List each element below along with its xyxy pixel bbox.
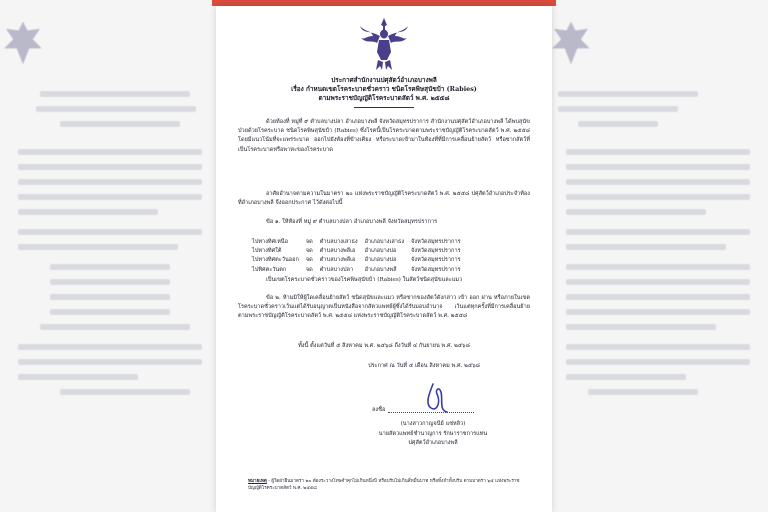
zone-subdistrict: ตำบลบางพลีเอ xyxy=(319,248,356,255)
zone-subdistrict: ตำบลบางปลา xyxy=(319,266,354,273)
zone-district: อำเภอบางพลี xyxy=(364,266,397,273)
zone-row xyxy=(252,247,468,256)
zone-province: จังหวัดสมุทรปราการ xyxy=(411,266,461,273)
zone-row xyxy=(252,256,468,265)
announcement-date: ประกาศ ณ วันที่ ๕ เดือน สิงหาคม พ.ศ. ๒๕๖๘ xyxy=(368,363,480,369)
signatory-name: (นางสาวกาญจนีย์ แซ่หลิว) xyxy=(400,421,466,427)
title-line-2: เรื่อง กำหนดเขตโรคระบาดชั่วคราว ชนิดโรคพิษสุนัขบ้า (Rabies) xyxy=(291,85,477,93)
title-line-1: ประกาศสำนักงานปศุสัตว์อำเภอบางพลี xyxy=(331,76,437,84)
zone-subdistrict: ตำบลบางเสาธง xyxy=(319,239,358,245)
garuda-emblem-icon xyxy=(548,18,594,68)
footnote-label: หมายเหตุ xyxy=(248,479,267,484)
zone-table xyxy=(252,238,468,275)
zone-dir: ไปทิศตะวันตก xyxy=(252,266,287,273)
background-blurred-copy-right xyxy=(548,0,768,512)
signature-scribble xyxy=(421,380,455,416)
signatory-position-1: นายสัตวแพทย์ชำนาญการ รักษาราชการแทน xyxy=(378,430,488,437)
zone-to: จด xyxy=(305,239,313,245)
paragraph-authority: อาศัยอำนาจตามความในมาตรา ๒๐ แห่งพระราชบัญญัติโรคระบาดสัตว์ พ.ศ. ๒๕๕๘ ปศุสัตว์อำเภอประจำท้องที่อำเภอบางพลี จึงออกประกาศ ไว้ดังต่อไปนี้ xyxy=(238,191,530,207)
zone-to: จด xyxy=(305,257,313,264)
zone-province: จังหวัดสมุทรปราการ xyxy=(411,239,461,245)
zone-province: จังหวัดสมุทรปราการ xyxy=(411,257,461,264)
signature-line xyxy=(388,412,474,413)
signatory-block xyxy=(348,420,518,449)
paragraph-situation: ด้วยท้องที่ หมู่ที่ ๙ ตำบลบางปลา อำเภอบางพลี จังหวัดสมุทรปราการ สำนักงานปศุสัตว์อำเภอบางพลี ได้พบสุนัขป่วยด้วยโรคระบาด ชนิดโรคพิษสุนัขบ้า (Rabies) ซึ่งโรคนี้เป็นโรคระบาดตามพระราชบัญญัติโรคระบาดสัตว์ พ.ศ. ๒๕๕๘ โดยมีแนวโน้มที่จะแพร่ระบาด ออกไปยังท้องที่ข้างเคียง หรือระบาดเข้ามาในท้องที่ที่มีการเคลื่อนย้ายสัตว์ หรือซากสัตว์ที่เป็นโรคระบาดหรือพาหะของโรคระบาด xyxy=(238,119,530,153)
zone-dir: ไปทางทิศเหนือ xyxy=(252,239,288,245)
zones-summary: เป็นเขตโรคระบาดชั่วคราวของโรคพิษสุนัขบ้า (Rabies) ในสัตว์ชนิดสุนัขและแมว xyxy=(266,277,463,283)
garuda-emblem-icon xyxy=(359,16,409,72)
title-line-3: ตามพระราชบัญญัติโรคระบาดสัตว์ พ.ศ. ๒๕๕๘ xyxy=(318,94,450,102)
clause-1: ข้อ ๑. ให้ท้องที่ หมู่ ๙ ตำบลบางปลา อำเภอบางพลี จังหวัดสมุทรปราการ xyxy=(266,219,438,225)
footnote-text: ผู้ใดฝ่าฝืนมาตรา ๒๐ ต้องระวางโทษจำคุกไม่เกินหนึ่งปี หรือปรับไม่เกินสี่หมื่นบาท หรือทั้งจำทั้งปรับ ตามมาตรา ๖๕ แห่งพระราชบัญญัติโรคระบาดสัตว์ พ.ศ. ๒๕๕๘ xyxy=(248,479,520,491)
zone-district: อำเภอบางบ่อ xyxy=(364,257,397,264)
footnote: หมายเหตุ - ผู้ใดฝ่าฝืนมาตรา ๒๐ ต้องระวางโทษจำคุกไม่เกินหนึ่งปี หรือปรับไม่เกินสี่หมื่นบาท หรือทั้งจำทั้งปรับ ตามมาตรา ๖๕ แห่งพระราชบัญญัติโรคระบาดสัตว์ พ.ศ. ๒๕๕๘ xyxy=(248,479,520,491)
announcement-document xyxy=(216,6,552,512)
background-blurred-copy-left xyxy=(0,0,220,512)
zone-to: จด xyxy=(305,266,313,273)
zone-province: จังหวัดสมุทรปราการ xyxy=(411,248,461,255)
signature-prefix: ลงชื่อ xyxy=(372,407,386,413)
signatory-position-2: ปศุสัตว์อำเภอบางพลี xyxy=(408,440,458,446)
title-divider xyxy=(354,107,414,108)
zone-dir: ไปทางทิศใต้ xyxy=(252,248,282,255)
zone-row xyxy=(252,266,468,275)
clause-2: ข้อ ๒. ห้ามมิให้ผู้ใดเคลื่อนย้ายสัตว์ ชนิดสุนัขและแมว หรือซากของสัตว์ดังกล่าว เข้า ออก ผ่าน หรือภายในเขตโรคระบาดชั่วคราวเว้นแต่ได้รับอนุญาตเป็นหนังสือจากสัตวแพทย์ผู้ซึ่งได้รับมอบอำนาจ เว้นแต่ทุกครั้งที่มีการเคลื่อนย้ายตามพระราชบัญญัติโรคระบาดสัตว์ พ.ศ. ๒๕๕๘ แห่งพระราชบัญญัติโรคระบาดสัตว์ พ.ศ. ๒๕๕๘ xyxy=(238,295,530,320)
zone-row xyxy=(252,238,468,247)
zone-dir: ไปทางทิศตะวันออก xyxy=(252,257,299,264)
zone-subdistrict: ตำบลบางพลีเอ xyxy=(319,257,356,264)
effective-period: ทั้งนี้ ตั้งแต่วันที่ ๕ สิงหาคม พ.ศ. ๒๕๖๘ ถึงวันที่ ๔ กันยายน พ.ศ. ๒๕๖๘ xyxy=(298,343,470,349)
garuda-emblem-icon xyxy=(0,18,46,68)
zone-district: อำเภอบางบ่อ xyxy=(364,248,397,255)
zone-district: อำเภอบางเสาธง xyxy=(364,239,405,245)
zone-to: จด xyxy=(305,248,313,255)
